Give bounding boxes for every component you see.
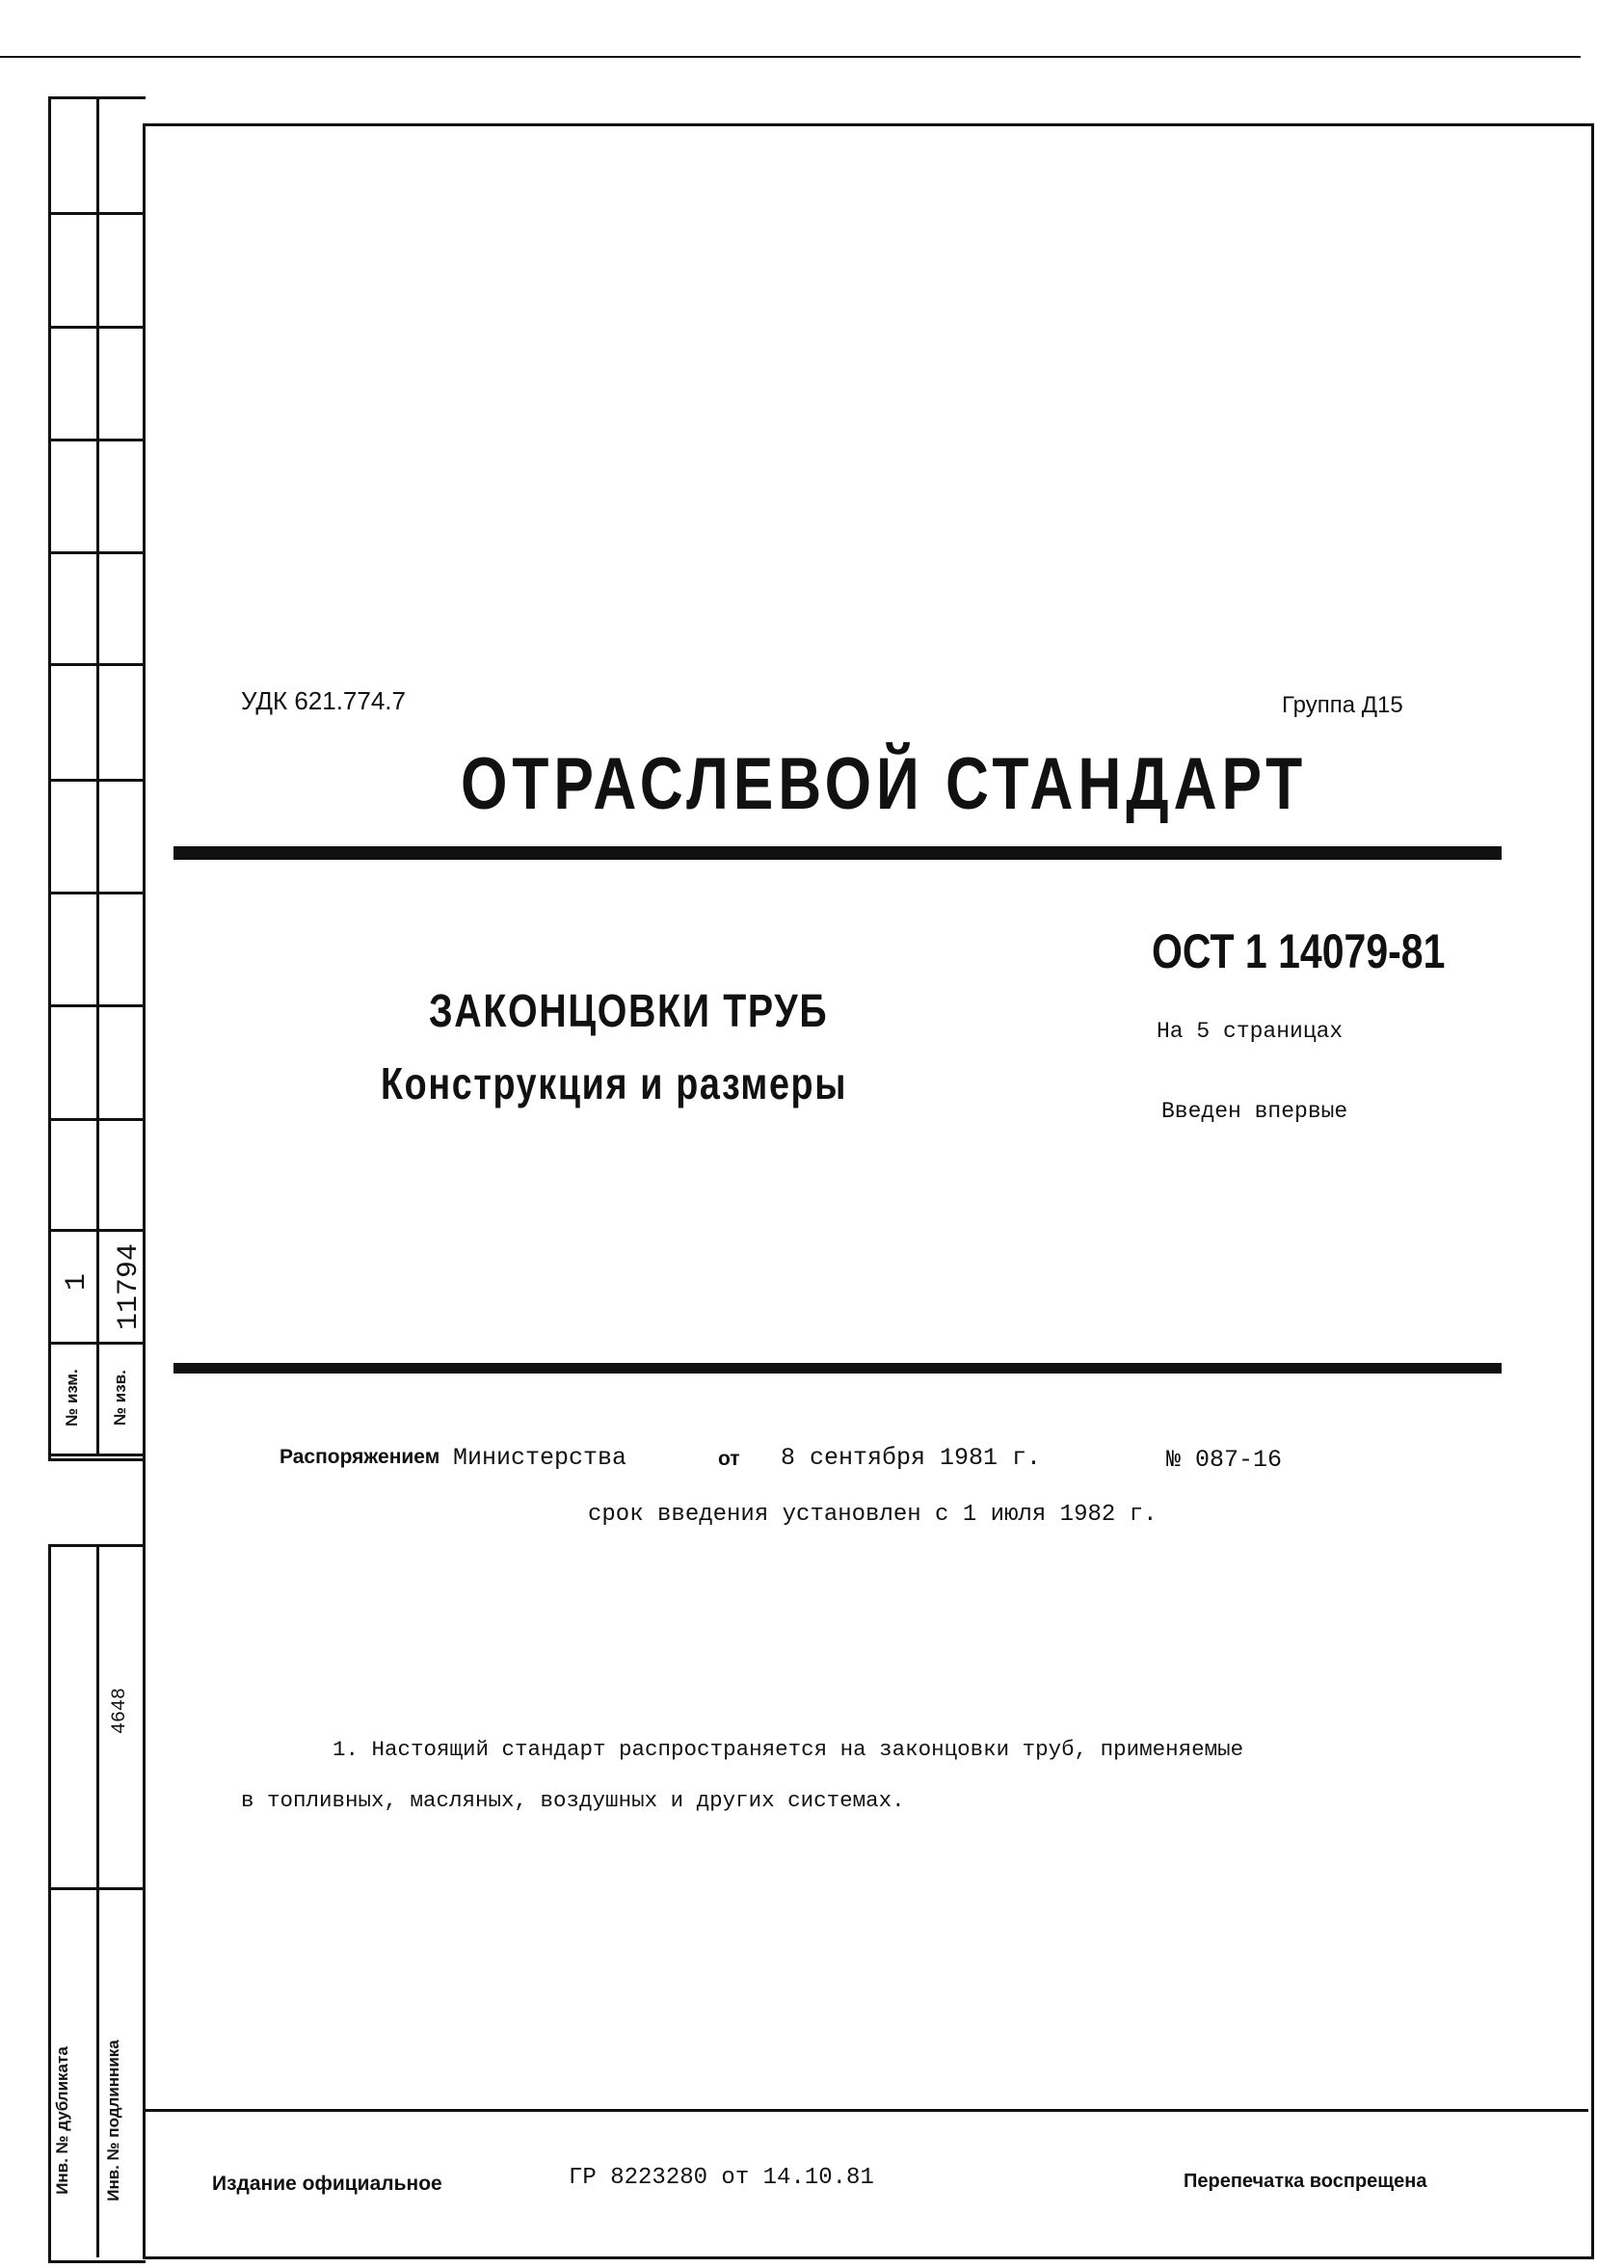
stamp-cell-sep: [48, 439, 143, 441]
order-ministry: Министерства: [453, 1444, 627, 1472]
stamp-cell-sep: [48, 1118, 143, 1121]
order-date: 8 сентября 1981 г.: [781, 1444, 1042, 1472]
top-edge-line: [0, 56, 1581, 58]
stamp-cell-sep: [48, 212, 143, 215]
title-line2: Конструкция и размеры: [381, 1058, 848, 1108]
introduced-note: Введен впервые: [1161, 1099, 1348, 1124]
stamp-cell-sep: [48, 779, 143, 782]
stamp-notice-no-label: № изв.: [111, 1370, 129, 1426]
standard-type-text: ОТРАСЛЕВОЙ СТАНДАРТ: [461, 743, 1308, 825]
stamp-cell-sep: [48, 551, 143, 554]
body-paragraph-line2: в топливных, масляных, воздушных и других системах.: [241, 1788, 905, 1813]
side-stamp-divider: [96, 96, 99, 1455]
order-from: от: [718, 1448, 740, 1470]
udk-code: УДК 621.774.7: [241, 686, 406, 715]
title-line1-wrapper: [429, 985, 911, 1053]
order-number: № 087-16: [1166, 1446, 1283, 1474]
group-code: Группа Д15: [1282, 692, 1403, 718]
stamp-cell-sep: [48, 1004, 143, 1007]
heading-rule-bottom: [173, 1363, 1502, 1374]
stamp-cell-sep: [48, 326, 143, 329]
footer-registration: ГР 8223280 от 14.10.81: [569, 2165, 874, 2191]
stamp-rev-no-label: № изм.: [63, 1369, 81, 1427]
title-line2-wrapper: [381, 1057, 959, 1125]
designation: ОСТ 1 14079-81: [1152, 924, 1446, 978]
stamp-dup-inv-label: Инв. № дубликата: [53, 2046, 71, 2195]
standard-type-heading: [461, 742, 1308, 829]
title-line1: ЗАКОНЦОВКИ ТРУБ: [429, 986, 829, 1037]
page-count: На 5 страницах: [1157, 1019, 1344, 1044]
body-paragraph-line1: 1. Настоящий стандарт распространяется на законцовки труб, применяемые: [333, 1737, 1244, 1762]
order-label: Распоряжением: [280, 1446, 440, 1468]
stamp-cell-sep: [48, 892, 143, 894]
footer-reprint: Перепечатка воспрещена: [1184, 2171, 1427, 2192]
stamp-cell-sep: [48, 663, 143, 666]
footer-divider: [143, 2109, 1588, 2112]
designation-wrapper: [1152, 923, 1460, 991]
inventory-stamp-sep: [48, 1887, 143, 1890]
order-effective-date: срок введения установлен с 1 июля 1982 г.: [588, 1502, 1158, 1528]
stamp-orig-inv-label: Инв. № подлинника: [104, 2040, 122, 2201]
stamp-cell-sep: [48, 1454, 143, 1456]
footer-edition: Издание официальное: [212, 2173, 442, 2195]
heading-rule-top: [173, 846, 1502, 860]
stamp-orig-inv-value: 4648: [109, 1688, 131, 1735]
page-frame: [143, 123, 1594, 2259]
stamp-notice-no-value: 11794: [113, 1243, 146, 1331]
stamp-rev-no-value: 1: [61, 1273, 93, 1292]
